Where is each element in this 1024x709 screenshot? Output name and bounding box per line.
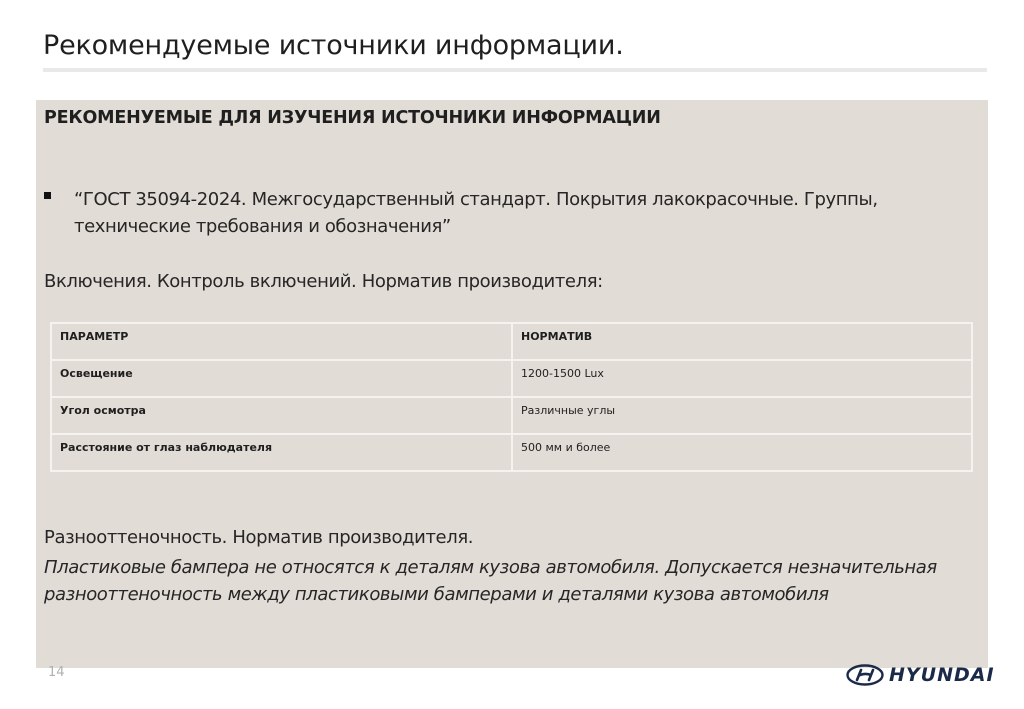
table-cell-norm: Различные углы (512, 397, 972, 434)
table-header-cell: НОРМАТИВ (512, 323, 972, 360)
table-cell-parameter: Угол осмотра (51, 397, 512, 434)
table-cell-norm: 500 мм и более (512, 434, 972, 471)
bullet-item (44, 186, 964, 240)
table-cell-norm: 1200-1500 Lux (512, 360, 972, 397)
brand-logo-text: HYUNDAI (889, 664, 995, 686)
table-cell-parameter: Освещение (51, 360, 512, 397)
shade-note: Пластиковые бампера не относятся к деталям кузова автомобиля. Допускается незначительная разнооттеночность между пластиковыми бамперами и деталями кузова автомобиля (44, 557, 937, 605)
bullet-square-icon (44, 192, 51, 199)
hyundai-emblem-icon (846, 664, 884, 686)
table-header-cell: ПАРАМЕТР (51, 323, 512, 360)
page-number: 14 (48, 665, 65, 680)
panel-heading: РЕКОМЕНУЕМЫЕ ДЛЯ ИЗУЧЕНИЯ ИСТОЧНИКИ ИНФОРМАЦИИ (44, 108, 661, 128)
slide-title: Рекомендуемые источники информации. (43, 30, 624, 61)
title-divider (43, 68, 987, 72)
table-row (51, 397, 972, 434)
bullet-text: “ГОСТ 35094-2024. Межгосударственный стандарт. Покрытия лакокрасочные. Группы, технические требования и обозначения” (74, 189, 878, 237)
hyundai-logo (846, 664, 995, 686)
table-cell-parameter: Расстояние от глаз наблюдателя (51, 434, 512, 471)
table-header-row (51, 323, 972, 360)
shade-title: Разнооттеночность. Норматив производителя. (44, 527, 474, 548)
inclusions-title: Включения. Контроль включений. Норматив производителя: (44, 271, 603, 292)
table-row (51, 360, 972, 397)
norms-table (50, 322, 973, 472)
table-row (51, 434, 972, 471)
